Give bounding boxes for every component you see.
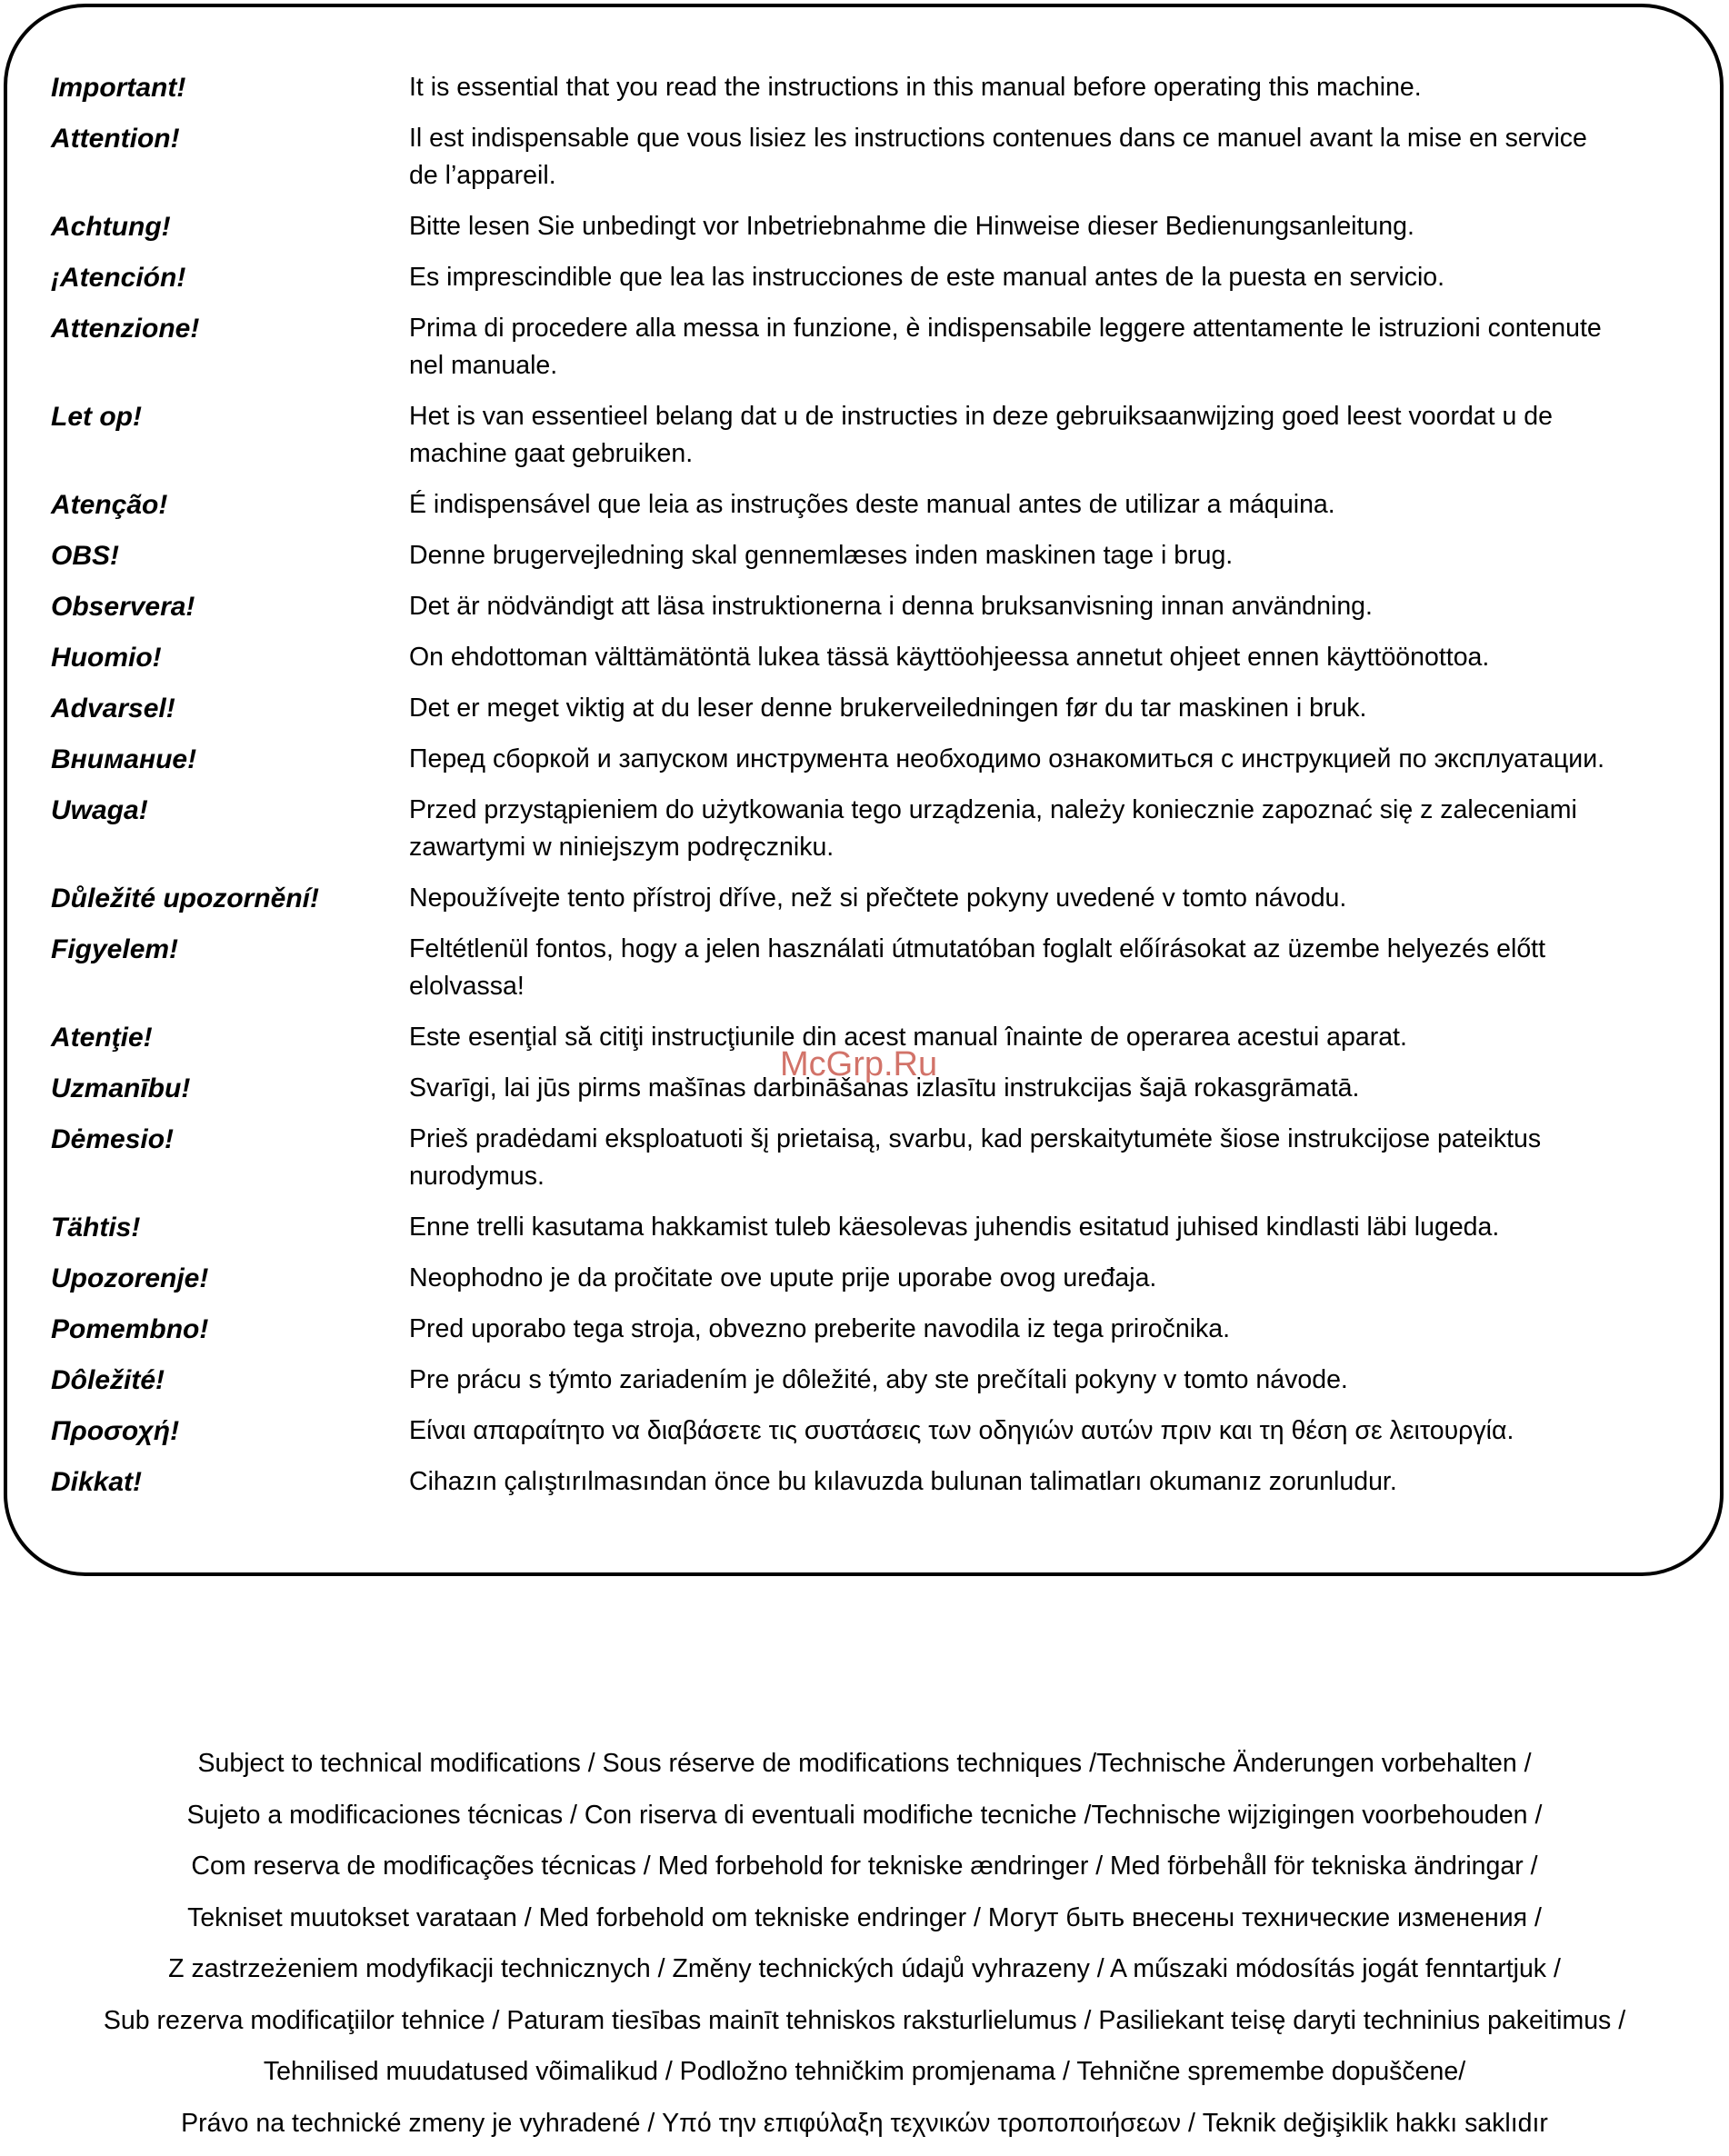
notice-text: Det er meget viktig at du leser denne brukerveiledningen før du tar maskinen i bruk. [409,694,1367,723]
notice-label: Advarsel! [51,694,175,724]
notice-label: Tähtis! [51,1213,141,1243]
notice-text: Svarīgi, lai jūs pirms mašīnas darbināšanas izlasītu instrukcijas šajā rokasgrāmatā. [409,1073,1360,1103]
notice-row [51,792,1714,866]
notice-row [51,741,1714,778]
notice-label: Uzmanību! [51,1073,191,1103]
notice-row [51,208,1714,245]
notice-label: Upozorenje! [51,1263,209,1293]
notice-text: Prieš pradėdami eksploatuoti šį prietaisą, svarbu, kad perskaitytumėte šiose instrukcijose pateiktus nurodymus. [409,1124,1542,1191]
notice-text: It is essential that you read the instructions in this manual before operating this machine. [409,73,1422,102]
notice-row [51,639,1714,676]
notice-label: Attention! [51,124,180,154]
notice-text: Denne brugervejledning skal gennemlæses inden maskinen tage i brug. [409,541,1234,570]
notice-text: Pred uporabo tega stroja, obvezno preberite navodila iz tega priročnika. [409,1314,1231,1343]
notice-text: Nepoužívejte tento přístroj dříve, než si přečtete pokyny uvedené v tomto návodu. [409,883,1347,913]
notice-label: Uwaga! [51,795,148,825]
notice-text: Cihazın çalıştırılmasından önce bu kılavuzda bulunan talimatları okumanız zorunludur. [409,1467,1397,1496]
notice-list [51,69,1714,1514]
notice-text: Przed przystąpieniem do użytkowania tego urządzenia, należy koniecznie zapoznać się z zaleceniami zawartymi w niniejszym podręczniku. [409,795,1577,862]
notice-row [51,931,1714,1005]
notice-row [51,259,1714,296]
notice-text: Είναι απαραίτητο να διαβάσετε τις συστάσεις των οδηγιών αυτών πριν και τη θέση σε λειτουργία. [409,1416,1514,1445]
notice-label: Observera! [51,592,195,622]
notice-row [51,690,1714,727]
notice-text: Het is van essentieel belang dat u de instructies in deze gebruiksaanwijzing goed leest voordat u de machine gaat gebruiken. [409,402,1553,468]
notice-row [51,1412,1714,1450]
footer-line: Z zastrzeżeniem modyfikacji technicznych / Změny technických údajů vyhrazeny / A műszaki módosítás jogát fenntartjuk / [168,1954,1561,1983]
notice-label: Achtung! [51,212,171,242]
footer-line: Sub rezerva modificaţiilor tehnice / Paturam tiesības mainīt tehniskos raksturlielumus / Pasiliekant teisę daryti techninius pakeitimus / [103,2005,1626,2035]
notice-label: Atenção! [51,490,168,520]
notice-text: Перед сборкой и запуском инструмента необходимо ознакомиться с инструкцией по эксплуатации. [409,744,1605,774]
notice-row [51,588,1714,625]
notice-label: Huomio! [51,643,162,673]
notice-row [51,1463,1714,1501]
notice-label: OBS! [51,541,119,571]
notice-text: Este esenţial să citiţi instrucţiunile din acest manual înainte de operarea acestui aparat. [409,1023,1407,1052]
notice-text: Enne trelli kasutama hakkamist tuleb käesolevas juhendis esitatud juhised kindlasti läbi lugeda. [409,1213,1500,1242]
notice-text: Pre prácu s týmto zariadením je dôležité, aby ste prečítali pokyny v tomto návode. [409,1365,1348,1394]
notice-label: Důležité upozornění! [51,883,319,913]
notice-label: Atenţie! [51,1023,153,1053]
notice-label: Figyelem! [51,934,179,964]
notice-row [51,1362,1714,1399]
notice-label: Dėmesio! [51,1124,175,1154]
footer-line: Tekniset muutokset varataan / Med forbehold om tekniske endringer / Могут быть внесены технические изменения / [187,1902,1542,1932]
notice-label: Important! [51,73,186,103]
notice-text: Il est indispensable que vous lisiez les instructions contenues dans ce manuel avant la mise en service de l’appareil. [409,124,1587,190]
notice-label: Dôležité! [51,1365,165,1395]
notice-text: Bitte lesen Sie unbedingt vor Inbetriebnahme die Hinweise dieser Bedienungsanleitung. [409,212,1414,241]
notice-text: Prima di procedere alla messa in funzione, è indispensabile leggere attentamente le istruzioni contenute nel manuale. [409,314,1602,380]
notice-row [51,69,1714,106]
footer-line: Tehnilised muudatused võimalikud / Podložno tehničkim promjenama / Tehnične spremembe dopuščene/ [263,2057,1466,2086]
notice-label: Προσοχή! [51,1416,180,1446]
notice-row [51,1121,1714,1195]
notice-label: Attenzione! [51,314,200,344]
notice-row [51,310,1714,384]
notice-label: ¡Atención! [51,263,186,293]
notice-label: Pomembno! [51,1314,209,1344]
notice-label: Dikkat! [51,1467,143,1497]
notice-row [51,398,1714,473]
notice-row [51,1209,1714,1246]
notice-text: Es imprescindible que lea las instrucciones de este manual antes de la puesta en servicio. [409,263,1445,292]
notice-label: Let op! [51,402,142,432]
notice-text: On ehdottoman välttämätöntä lukea tässä käyttöohjeessa annetut ohjeet ennen käyttöönottoa. [409,643,1490,672]
notice-row [51,1311,1714,1348]
footer-line: Subject to technical modifications / Sous réserve de modifications techniques /Technische Änderungen vorbehalten / [197,1749,1532,1778]
notice-label: Внимание! [51,744,197,774]
notice-text: Neophodno je da pročitate ove upute prije uporabe ovog uređaja. [409,1263,1157,1293]
footer-line: Sujeto a modificaciones técnicas / Con riserva di eventuali modifiche tecniche /Technische wijzigingen voorbehouden / [186,1800,1543,1830]
notice-row [51,1260,1714,1297]
footer-line: Com reserva de modificações técnicas / Med forbehold for tekniske ændringer / Med förbehåll för tekniska ändringar / [191,1852,1538,1881]
technical-modifications-notice [0,1745,1729,2156]
notice-row [51,486,1714,524]
notice-row [51,120,1714,195]
watermark: McGrp.Ru [780,1045,938,1083]
notice-row [51,537,1714,574]
notice-text: Feltétlenül fontos, hogy a jelen használati útmutatóban foglalt előírásokat az üzembe helyezés előtt elolvassa! [409,934,1546,1001]
notice-text: É indispensável que leia as instruções deste manual antes de utilizar a máquina. [409,490,1335,519]
notice-row [51,880,1714,917]
notice-text: Det är nödvändigt att läsa instruktionerna i denna bruksanvisning innan användning. [409,592,1373,621]
footer-line: Právo na technické zmeny je vyhradené / Υπό την επιφύλαξη τεχνικών τροποποιήσεων / Teknik değişiklik hakkı saklıdır [181,2108,1548,2138]
